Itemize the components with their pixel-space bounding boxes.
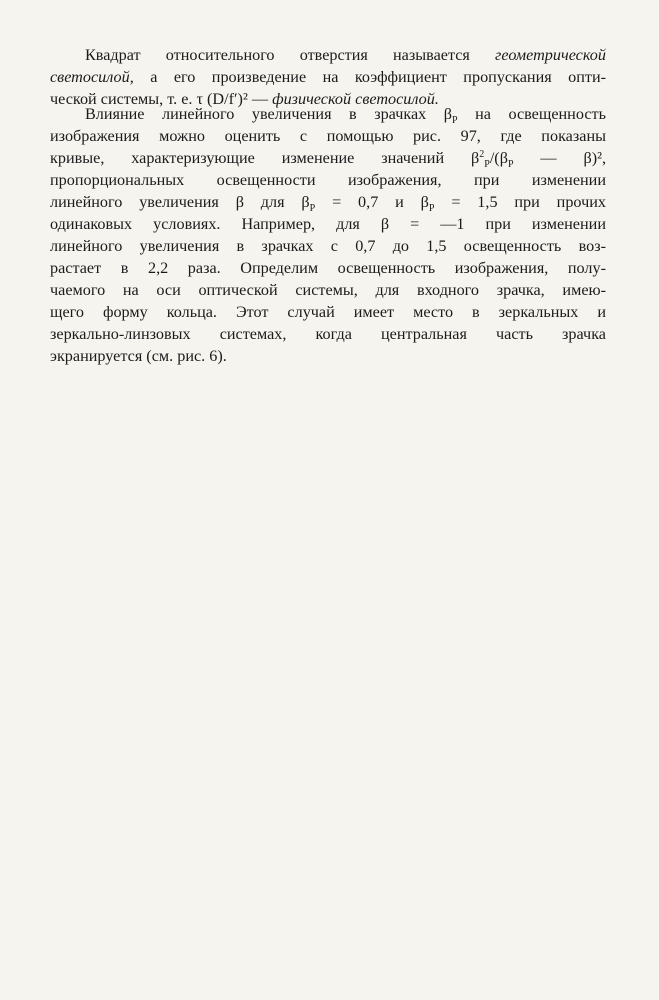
text-line: линейного увеличения в зрачках с 0,7 до 1,5 освещенность воз- bbox=[50, 237, 606, 255]
text-line: одинаковых условиях. Например, для β = —1 при изменении bbox=[50, 215, 606, 233]
text-line: чаемого на оси оптической системы, для входного зрачка, имею- bbox=[50, 281, 606, 299]
text-line: изображения можно оценить с помощью рис. 97, где показаны bbox=[50, 127, 606, 145]
text-line: Квадрат относительного отверстия называется геометрической bbox=[85, 46, 606, 64]
text-line: светосилой, а его произведение на коэффициент пропускания опти- bbox=[50, 68, 607, 86]
text-line: зеркально-линзовых системах, когда центральная часть зрачка bbox=[50, 325, 606, 343]
text-line: щего форму кольца. Этот случай имеет место в зеркальных и bbox=[50, 303, 606, 321]
text-line: растает в 2,2 раза. Определим освещенность изображения, полу- bbox=[50, 259, 606, 277]
text-line: ческой системы, т. е. τ (D/f′)² — физической светосилой. bbox=[50, 90, 439, 108]
text-line: кривые, характеризующие изменение значений $\beta^2_P/(\beta_P$ — β)², bbox=[50, 149, 606, 170]
text-line: Влияние линейного увеличения в зрачках $\beta_P$ на освещенность bbox=[85, 105, 606, 126]
text-line: линейного увеличения β для $\beta_P = 0,7$ и $\beta_P = 1,5$ при прочих bbox=[50, 193, 606, 214]
text-line: экранируется (см. рис. 6). bbox=[50, 347, 227, 365]
text-line: пропорциональных освещенности изображения, при изменении bbox=[50, 171, 606, 189]
